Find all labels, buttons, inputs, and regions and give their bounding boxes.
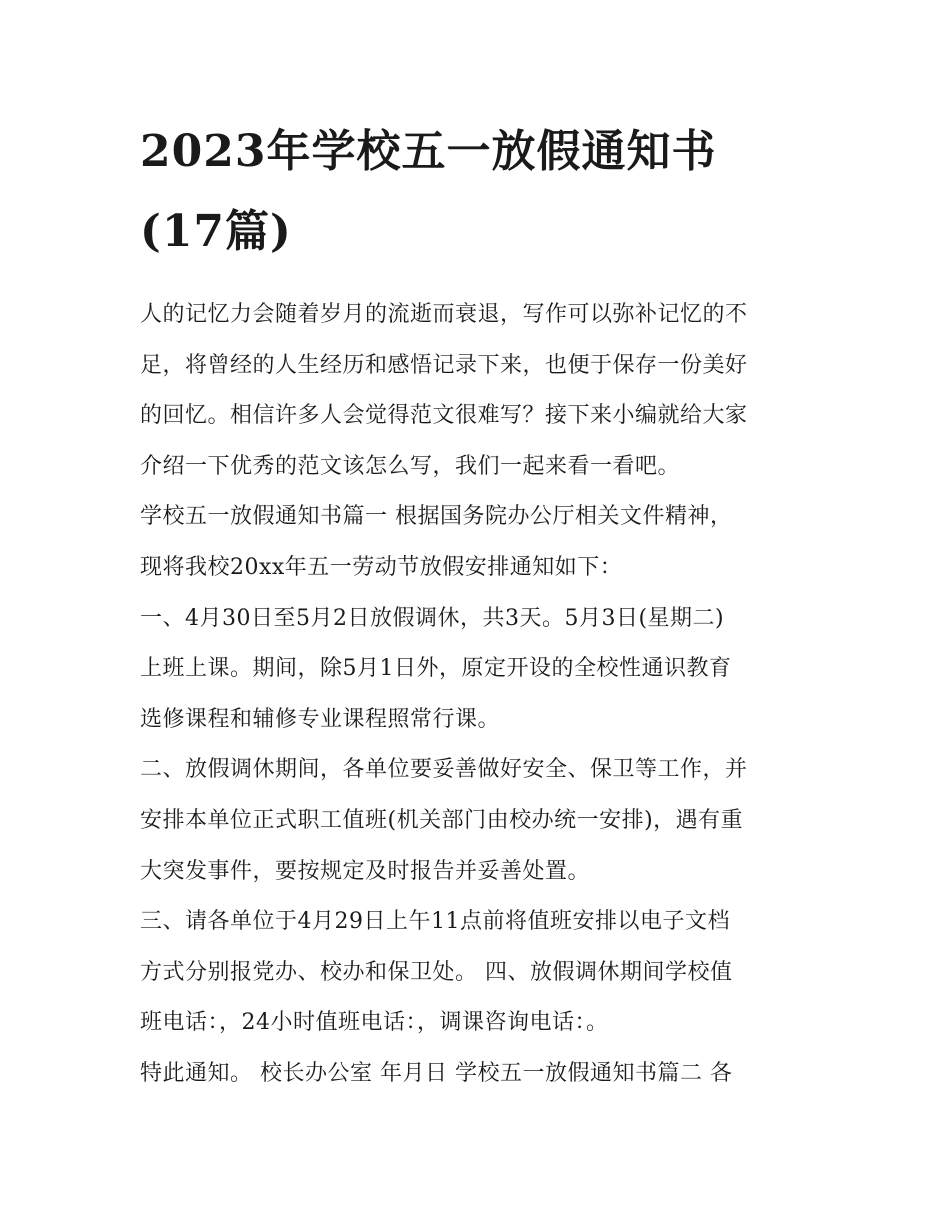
body-line: 现将我校20xx年五一劳动节放假安排通知如下： [140,554,623,580]
body-line: 班电话：，24小时值班电话：，调课咨询电话：。 [140,1010,609,1036]
body-line: 学校五一放假通知书篇一 根据国务院办公厅相关文件精神， [140,504,733,530]
body-line: 二、放假调休期间，各单位要妥善做好安全、保卫等工作，并 [140,757,748,783]
body-line: 一、4月30日至5月2日放假调休，共3天。5月3日(星期二) [140,605,725,631]
title-line-1: 2023年学校五一放假通知书 [140,126,717,177]
document-page [140,112,820,1100]
title-line-2: (17篇) [140,206,292,257]
body-line: 选修课程和辅修专业课程照常行课。 [140,706,501,732]
body-line: 的回忆。相信许多人会觉得范文很难写？接下来小编就给大家 [140,403,748,429]
body-line: 三、请各单位于4月29日上午11点前将值班安排以电子文档 [140,909,730,935]
document-body [140,290,820,1100]
body-line: 人的记忆力会随着岁月的流逝而衰退，写作可以弥补记忆的不 [140,302,748,327]
body-line: 安排本单位正式职工值班(机关部门由校办统一安排)，遇有重 [140,807,744,833]
body-line: 特此通知。 校长办公室 年月日 学校五一放假通知书篇二 各 [140,1060,733,1086]
body-line: 方式分别报党办、校办和保卫处。 四、放假调休期间学校值 [140,959,733,985]
body-line: 介绍一下优秀的范文该怎么写，我们一起来看一看吧。 [140,453,681,479]
document-title [140,112,820,272]
body-line: 大突发事件，要按规定及时报告并妥善处置。 [140,858,591,884]
body-line: 足，将曾经的人生经历和感悟记录下来，也便于保存一份美好 [140,352,748,378]
body-line: 上班上课。期间，除5月1日外，原定开设的全校性通识教育 [140,656,732,682]
